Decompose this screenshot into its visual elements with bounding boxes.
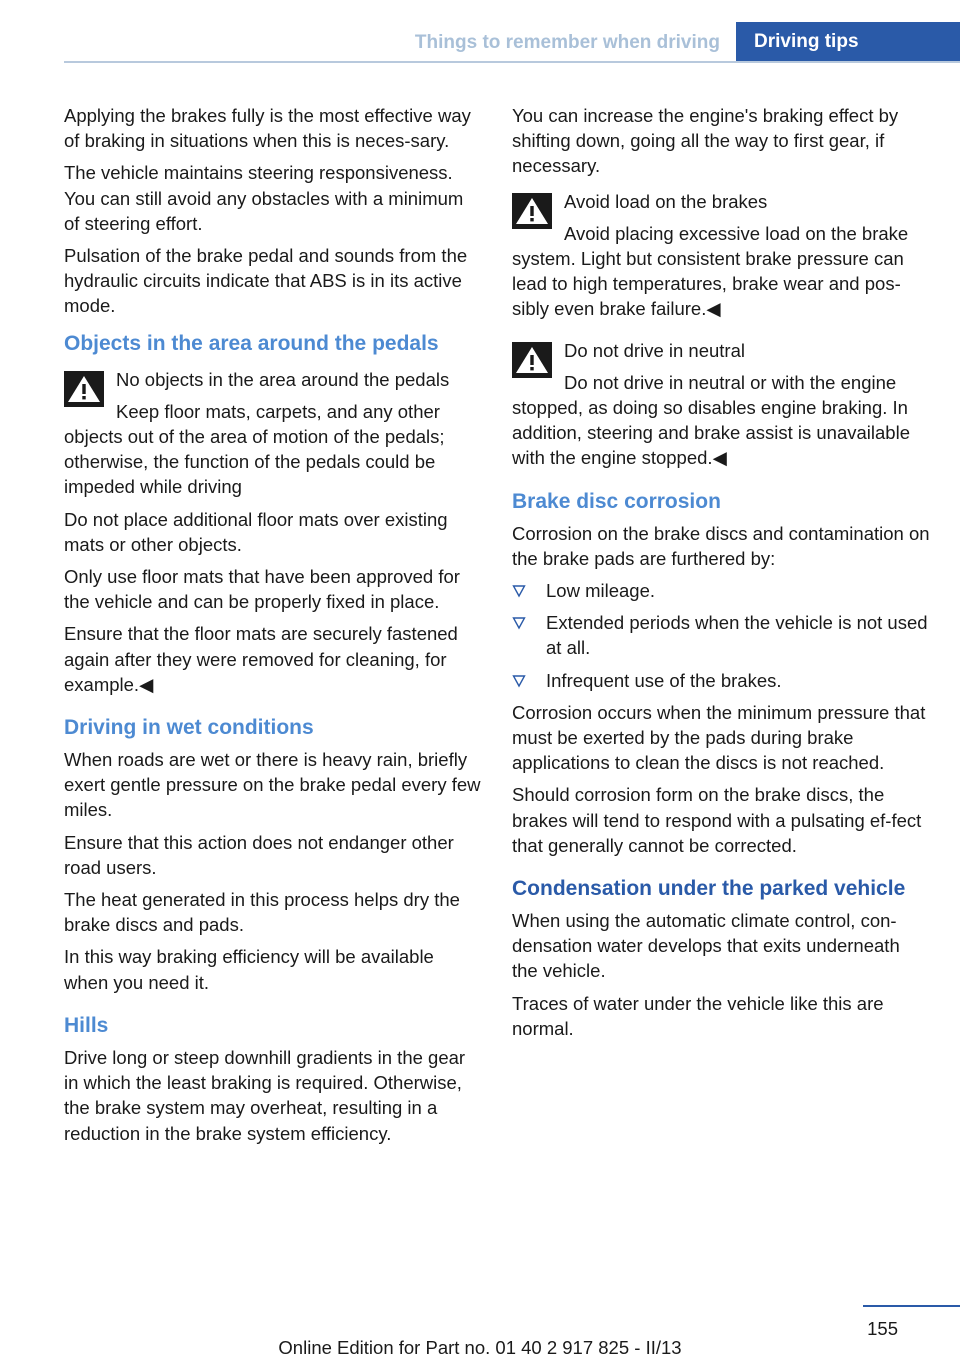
paragraph: When roads are wet or there is heavy rain, briefly exert gentle pressure on the brake pedal every few miles. — [64, 749, 481, 821]
list-item-text: Low mileage. — [546, 580, 656, 602]
warning-text: Keep floor mats, carpets, and any other objects out of the area of motion of the pedals; otherwise, the function of the pedals could be impeded while driving — [64, 400, 445, 498]
list-item-text: Extended periods when the vehicle is not used at all. — [546, 612, 928, 659]
warning-text: Do not drive in neutral or with the engine stopped, as doing so disables engine braking. In addition, steering and brake assist is unavailable with the engine stopped.◀ — [512, 371, 910, 469]
paragraph: Corrosion on the brake discs and contamination on the brake pads are furthered by: — [512, 522, 930, 569]
warning-triangle-icon — [512, 342, 552, 378]
paragraph: When using the automatic climate control, con‐densation water develops that exits underneath the vehicle. — [512, 910, 900, 982]
paragraph: The vehicle maintains steering responsiveness. You can still avoid any obstacles with a minimum of steering effort. — [64, 162, 464, 234]
page-number: 155 — [867, 1318, 898, 1339]
warning-triangle-icon — [64, 371, 104, 407]
warning-title: Avoid load on the brakes — [564, 190, 768, 212]
paragraph: Applying the brakes fully is the most effective way of braking in situations when this is neces‐sary. — [64, 105, 471, 152]
paragraph: Traces of water under the vehicle like this are normal. — [512, 992, 884, 1039]
heading-condensation: Condensation under the parked vehicle — [512, 877, 906, 901]
heading-hills: Hills — [64, 1013, 109, 1037]
paragraph: Do not place additional floor mats over existing mats or other objects. — [64, 508, 448, 555]
triangle-bullet-icon — [512, 668, 526, 693]
edition-note: Online Edition for Part no. 01 40 2 917 825 - II/13 — [278, 1337, 682, 1358]
footer-divider — [863, 1305, 960, 1307]
header-divider — [64, 61, 960, 63]
warning-title: Do not drive in neutral — [564, 339, 745, 361]
warning-box-pedals — [64, 367, 482, 500]
bullet-list — [512, 578, 930, 693]
warning-box-load — [512, 189, 930, 322]
paragraph: You can increase the engine's braking effect by shifting down, going all the way to first gear, if necessary. — [512, 105, 899, 177]
paragraph: Drive long or steep downhill gradients in the gear in which the least braking is required. Otherwise, the brake system may overheat, resulting in a reduction in the brake system efficiency. — [64, 1046, 466, 1144]
warning-title: No objects in the area around the pedals — [116, 368, 450, 390]
warning-text: Avoid placing excessive load on the brake system. Light but consistent brake pressure can lead to high temperatures, brake wear and pos‐sibly even brake failure.◀ — [512, 222, 909, 320]
paragraph: Corrosion occurs when the minimum pressure that must be exerted by the pads during brake applications to clean the discs is not reached. — [512, 701, 926, 774]
paragraph: In this way braking efficiency will be available when you need it. — [64, 946, 434, 993]
chapter-tab: Driving tips — [736, 22, 960, 62]
warning-box-neutral — [512, 338, 930, 471]
triangle-bullet-icon — [512, 610, 526, 635]
heading-brake-disc-corrosion: Brake disc corrosion — [512, 489, 721, 513]
paragraph: Should corrosion form on the brake discs, the brakes will tend to respond with a pulsating ef‐fect that generally cannot be corrected. — [512, 784, 922, 856]
paragraph: Only use floor mats that have been approved for the vehicle and can be properly fixed in place. — [64, 566, 460, 613]
list-item — [512, 578, 930, 603]
heading-wet-conditions: Driving in wet conditions — [64, 716, 314, 740]
paragraph: Ensure that this action does not endanger other road users. — [64, 831, 454, 878]
right-column — [512, 103, 930, 1048]
heading-pedals: Objects in the area around the pedals — [64, 331, 439, 355]
left-column — [64, 103, 482, 1153]
list-item-text: Infrequent use of the brakes. — [546, 669, 782, 691]
triangle-bullet-icon — [512, 578, 526, 603]
list-item — [512, 668, 930, 693]
paragraph: Pulsation of the brake pedal and sounds from the hydraulic circuits indicate that ABS is in its active mode. — [64, 245, 468, 317]
paragraph: Ensure that the floor mats are securely fastened again after they were removed for cleaning, for example.◀ — [64, 623, 458, 695]
page-header — [64, 22, 960, 62]
list-item — [512, 610, 930, 660]
warning-triangle-icon — [512, 193, 552, 229]
paragraph: The heat generated in this process helps dry the brake discs and pads. — [64, 889, 460, 936]
section-title: Things to remember when driving — [414, 32, 720, 53]
